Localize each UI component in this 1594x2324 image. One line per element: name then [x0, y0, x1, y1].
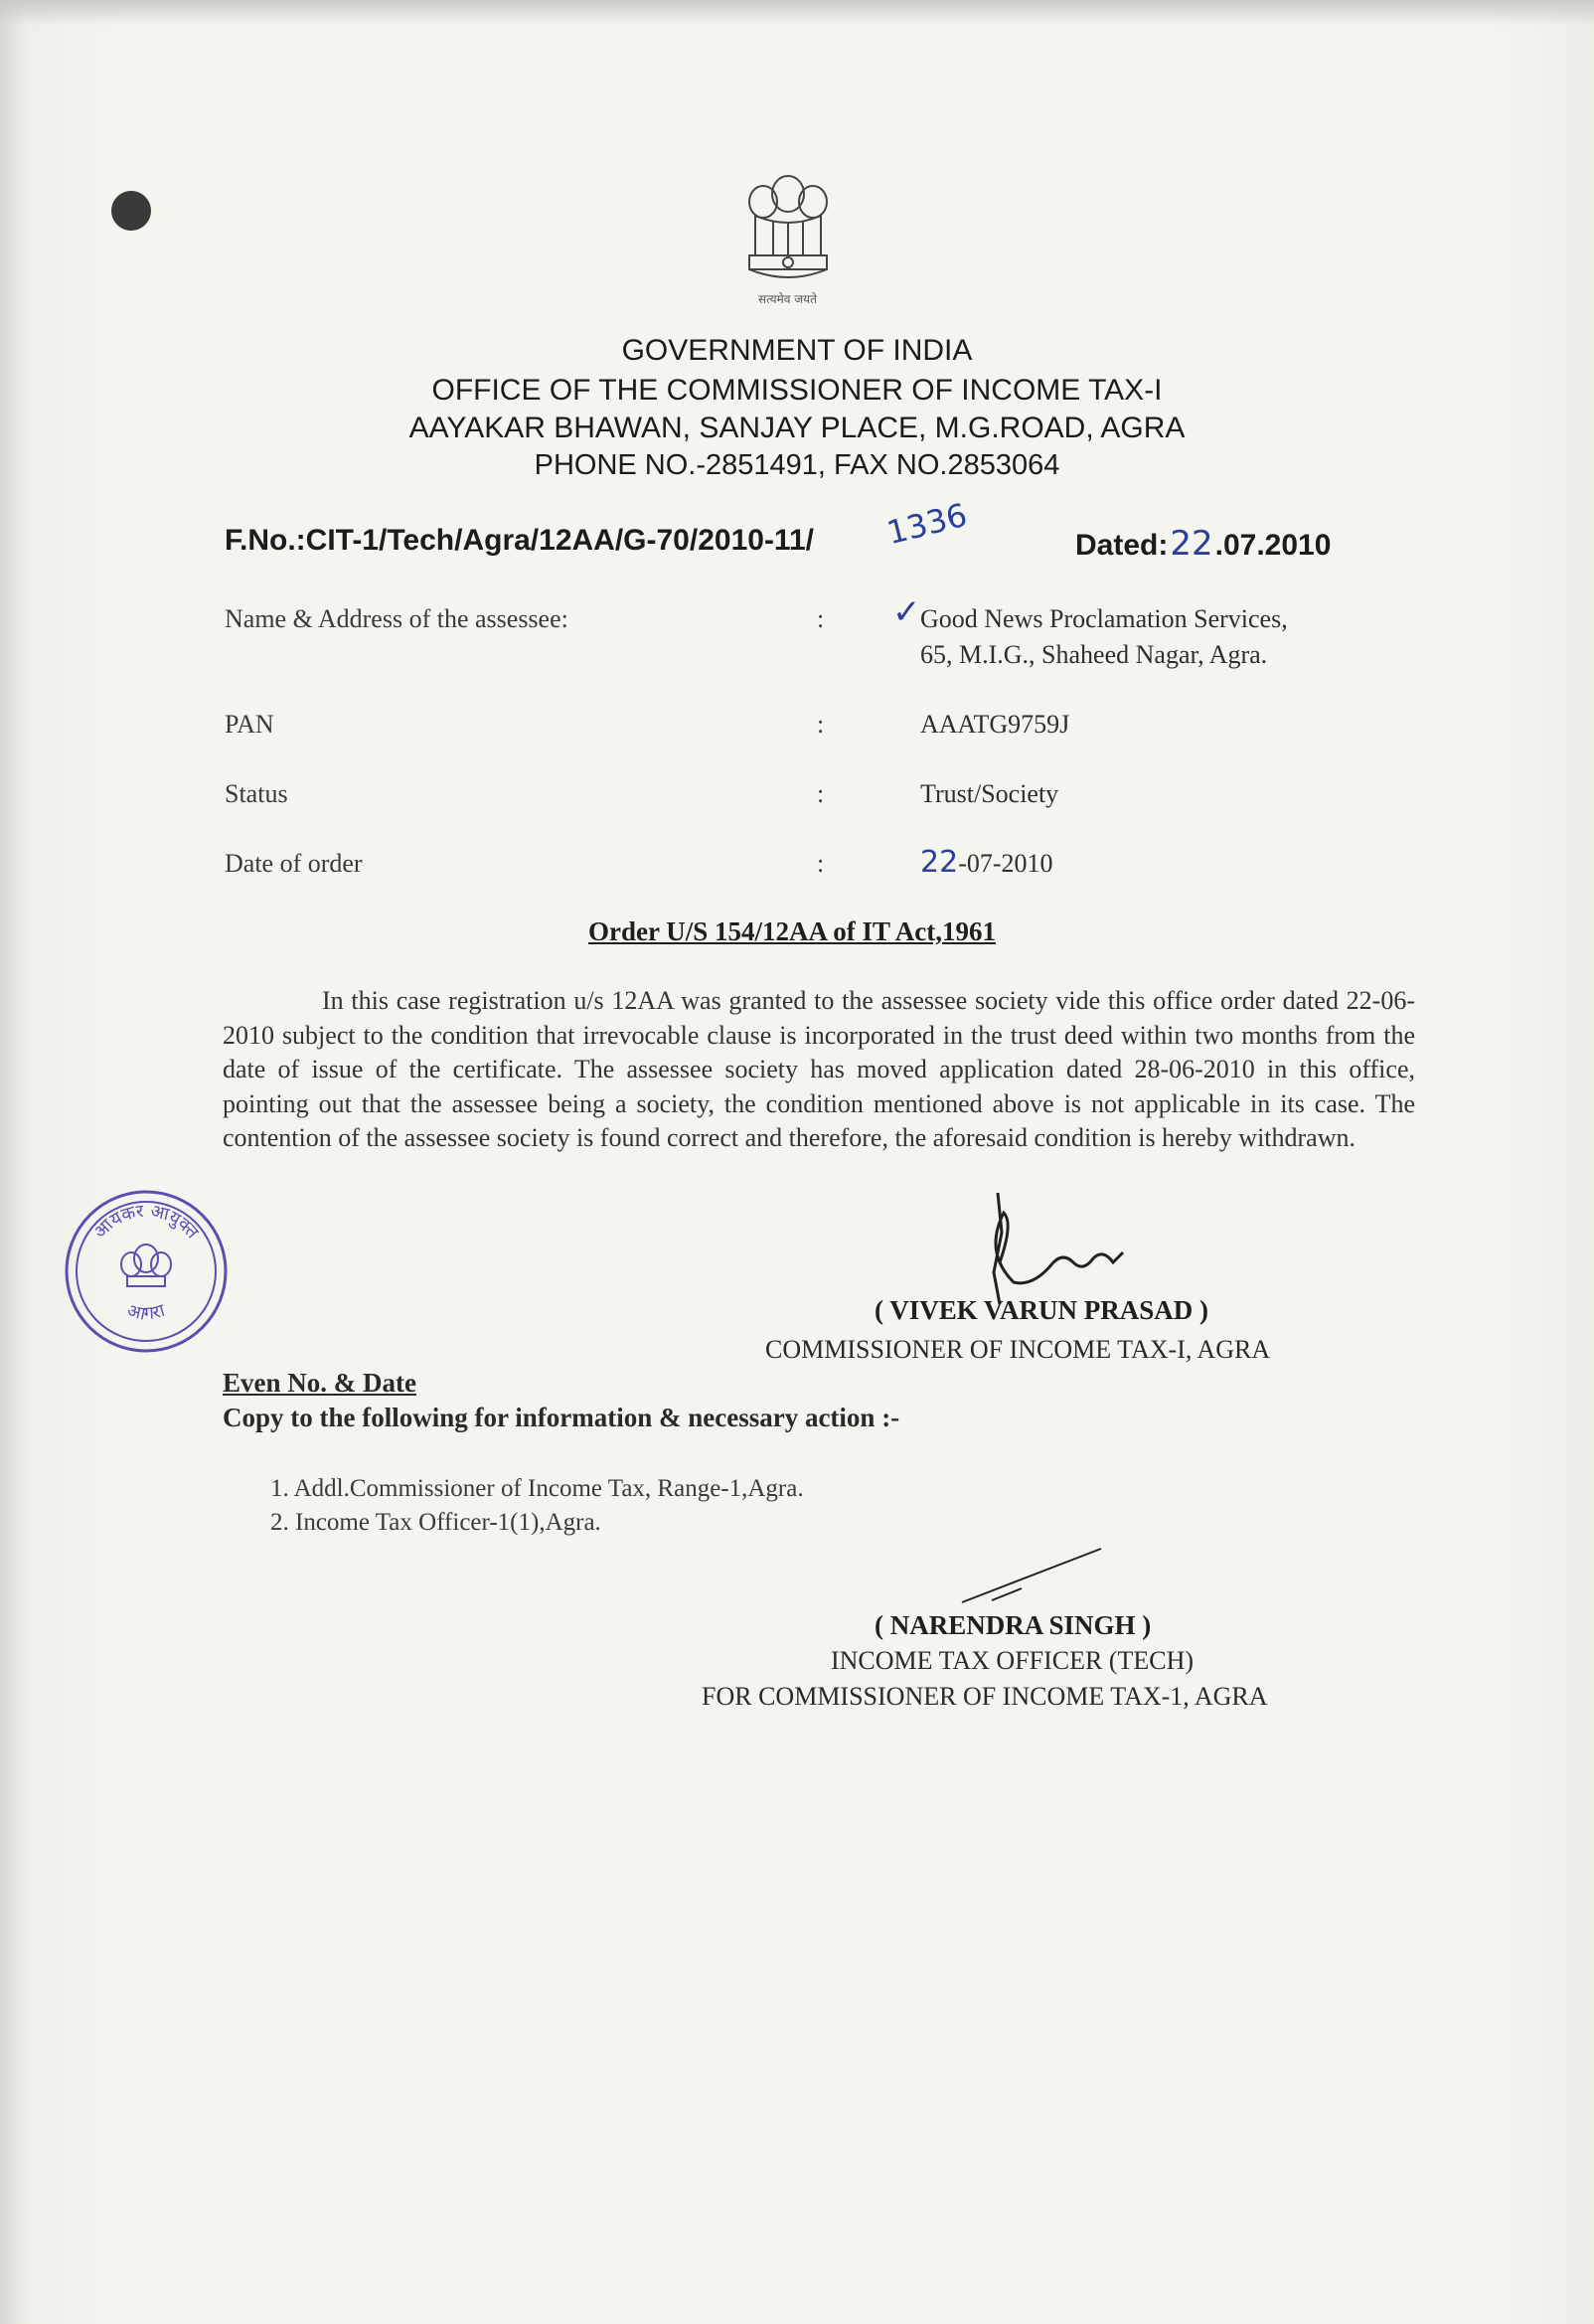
header-line-phone: PHONE NO.-2851491, FAX NO.2853064 — [534, 449, 1060, 481]
value-assessee-name: Good News Proclamation Services, — [920, 604, 1288, 633]
label-name-address: Name & Address of the assessee: — [225, 604, 568, 633]
colon: : — [817, 710, 825, 739]
signature-commissioner — [974, 1193, 1153, 1312]
value-pan: AAATG9759J — [920, 710, 1070, 739]
signatory-commissioner-name: ( VIVEK VARUN PRASAD ) — [875, 1295, 1209, 1325]
colon: : — [817, 779, 825, 808]
handwritten-file-number: 1336 — [882, 495, 971, 553]
order-paragraph: In this case registration u/s 12AA was granted to the assessee society vide this office order dated 22-06-2010 subject to the condition that irrevocable clause is incorporated in the trust deed within two months from the date of issue of the certificate. The assessee society has moved application dated 28-06-2010 in this office, pointing out that the assessee being a society, the condition mentioned above is not applicable in its case. The contention of the assessee society is found correct and therefore, the aforesaid condition is hereby withdrawn. — [223, 986, 1415, 1152]
stamp-text-top: आयकर आयुक्त — [89, 1200, 204, 1244]
handwritten-date-day: 22 — [1170, 524, 1213, 564]
scan-shadow — [0, 0, 1594, 26]
copy-list-item: 1. Addl.Commissioner of Income Tax, Range-1,Agra. — [270, 1475, 804, 1502]
label-pan: PAN — [225, 710, 274, 739]
svg-text:आगरा — [125, 1300, 168, 1325]
signature-ito — [952, 1541, 1111, 1610]
copy-list-item: 2. Income Tax Officer-1(1),Agra. — [270, 1509, 601, 1536]
order-month-year: -07-2010 — [958, 849, 1053, 878]
dated-label: Dated: — [1075, 529, 1169, 562]
signatory-ito-for: FOR COMMISSIONER OF INCOME TAX-1, AGRA — [702, 1682, 1268, 1711]
stamp-text-bottom: आगरा — [124, 1299, 168, 1325]
copy-to-heading: Copy to the following for information & necessary action :- — [223, 1403, 900, 1432]
dated-line — [1075, 524, 1331, 564]
label-status: Status — [225, 779, 288, 808]
even-no-date: Even No. & Date — [223, 1368, 416, 1398]
ashoka-emblem-icon — [733, 164, 843, 293]
signatory-ito-name: ( NARENDRA SINGH ) — [875, 1610, 1152, 1640]
handwritten-order-day: 22 — [920, 845, 959, 880]
office-stamp — [62, 1187, 231, 1356]
dated-month-year: .07.2010 — [1214, 529, 1332, 562]
signatory-commissioner-title: COMMISSIONER OF INCOME TAX-I, AGRA — [765, 1335, 1271, 1364]
punch-hole — [111, 191, 151, 231]
label-date-of-order: Date of order — [225, 849, 363, 878]
colon: : — [817, 849, 825, 878]
value-date-of-order — [920, 845, 1053, 880]
signatory-ito-title: INCOME TAX OFFICER (TECH) — [831, 1646, 1195, 1675]
header-line-office: OFFICE OF THE COMMISSIONER OF INCOME TAX-I — [431, 374, 1163, 407]
value-assessee-address: 65, M.I.G., Shaheed Nagar, Agra. — [920, 640, 1268, 669]
svg-text:आयकर आयुक्त — [89, 1201, 203, 1244]
header-line-government: GOVERNMENT OF INDIA — [621, 334, 973, 367]
order-title: Order U/S 154/12AA of IT Act,1961 — [588, 916, 997, 946]
value-status: Trust/Society — [920, 779, 1059, 808]
order-body — [223, 984, 1415, 1156]
header-line-address: AAYAKAR BHAWAN, SANJAY PLACE, M.G.ROAD, AGRA — [408, 412, 1186, 444]
checkmark-icon: ✓ — [892, 592, 921, 632]
file-number: F.No.:CIT-1/Tech/Agra/12AA/G-70/2010-11/ — [225, 524, 814, 557]
colon: : — [817, 604, 825, 633]
emblem-motto: सत्यमेव जयते — [758, 292, 817, 306]
